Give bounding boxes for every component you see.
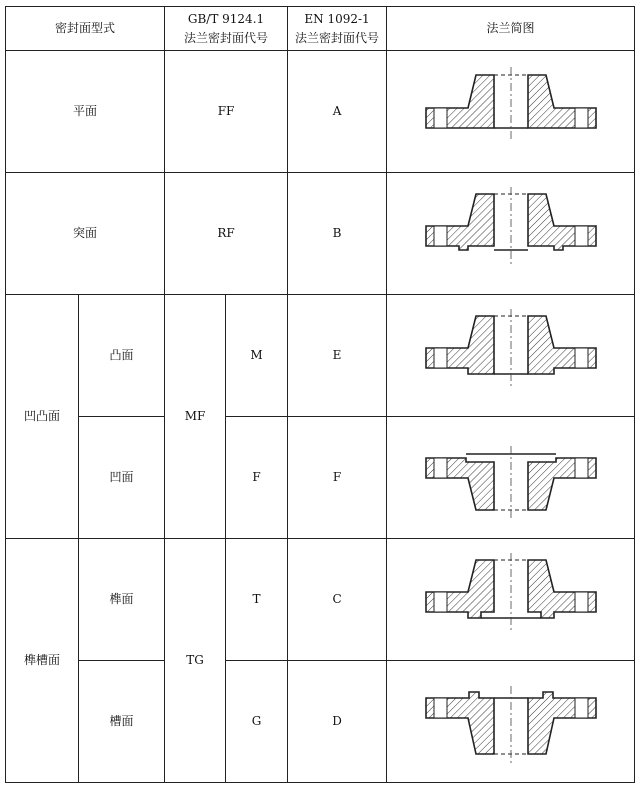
male-face-sub: M [226,295,288,417]
mf-group-type: 凹凸面 [6,295,79,539]
table-row [6,51,635,173]
header-gb-label: 法兰密封面代号 [184,30,269,45]
header-row [6,7,635,51]
tongue-face-sub: T [226,539,288,661]
raised-face-gb: RF [165,173,288,295]
header-gb-standard: GB/T 9124.1 [187,11,265,26]
mf-gb: MF [165,295,226,539]
header-en-code [288,7,387,51]
header-drawing: 法兰简图 [387,7,635,51]
flange-sealing-face-table [5,6,635,783]
table-row [6,173,635,295]
table-row [6,661,635,783]
female-face-sub: F [226,417,288,539]
flat-face-gb: FF [165,51,288,173]
tongue-face-flange-icon [387,539,635,661]
flat-face-flange-icon [387,51,635,173]
header-en-standard: EN 1092-1 [304,11,370,26]
table-row [6,539,635,661]
raised-face-en: B [288,173,387,295]
flat-face-en: A [288,51,387,173]
groove-face-flange-icon [387,661,635,783]
header-gb-code [165,7,288,51]
male-face-flange-icon [387,295,635,417]
header-sealing-face-type: 密封面型式 [6,7,165,51]
tongue-face-en: C [288,539,387,661]
groove-face-en: D [288,661,387,783]
table-row [6,295,635,417]
male-face-type: 凸面 [79,295,165,417]
tg-group-type: 榫槽面 [6,539,79,783]
table-row [6,417,635,539]
female-face-en: F [288,417,387,539]
header-en-label: 法兰密封面代号 [295,30,380,45]
female-face-type: 凹面 [79,417,165,539]
raised-face-type: 突面 [6,173,165,295]
groove-face-sub: G [226,661,288,783]
groove-face-type: 槽面 [79,661,165,783]
tongue-face-type: 榫面 [79,539,165,661]
male-face-en: E [288,295,387,417]
raised-face-flange-icon [387,173,635,295]
flat-face-type: 平面 [6,51,165,173]
tg-gb: TG [165,539,226,783]
female-face-flange-icon [387,417,635,539]
